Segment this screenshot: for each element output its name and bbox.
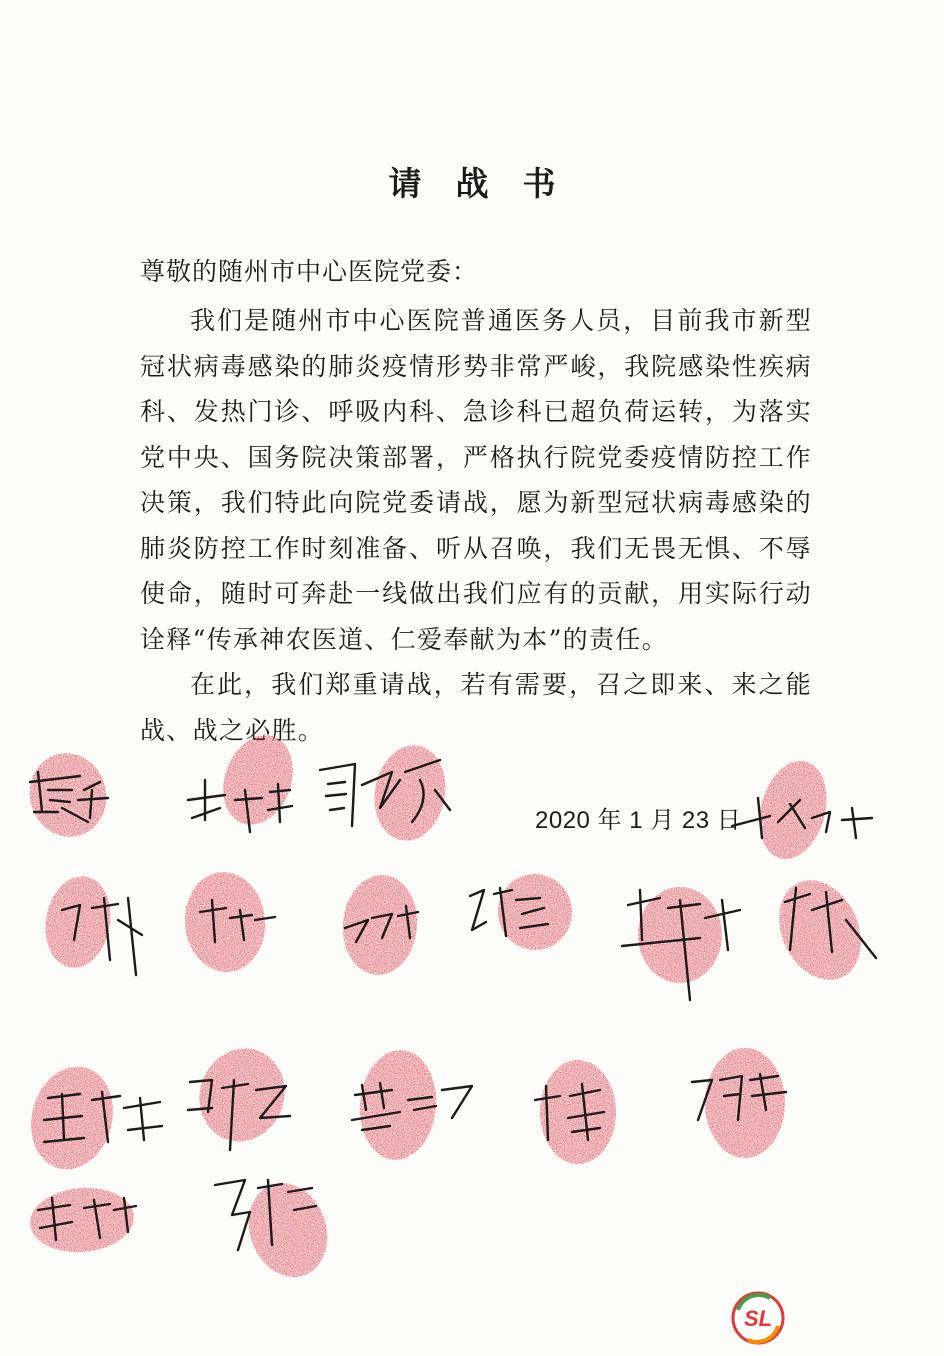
publisher-logo [730,1290,786,1346]
fingerprint [27,1184,136,1257]
fingerprint [211,725,304,834]
fingerprint [355,1047,440,1163]
fingerprint [492,868,578,956]
fingerprint [20,745,115,846]
salutation: 尊敬的随州市中心医院党委： [140,257,479,286]
fingerprint [764,867,877,993]
paragraph-2: 在此，我们郑重请战，若有需要，召之即来、来之能战、战之必胜。 [140,670,812,745]
fingerprint [186,1036,297,1153]
fingerprint [236,1172,340,1288]
fingerprint [367,740,453,847]
document-title: 请战书 [388,164,590,203]
signing-date: 2020 年 1 月 23 日 [535,807,742,834]
paragraph-1: 我们是随州市中心医院普通医务人员，目前我市新型冠状病毒感染的肺炎疫情形势非常严峻，我院感染性疾病科、发热门诊、呼吸内科、急诊科已超负荷运转，为落实党中央、国务院决策部署，严格执行院党委疫情防控工作决策，我们特此向院党委请战，愿为新型冠状病毒感染的肺炎防控工作时刻准备、听从召唤，我们无畏无惧、不辱使命，随时可奔赴一线做出我们应有的贡献，用实际行动诠释“传承神农医道、仁爱奉献为本”的责任。 [140,306,812,654]
fingerprint [705,1048,785,1158]
fingerprint [181,869,269,976]
logo-text: SL [743,1306,773,1331]
